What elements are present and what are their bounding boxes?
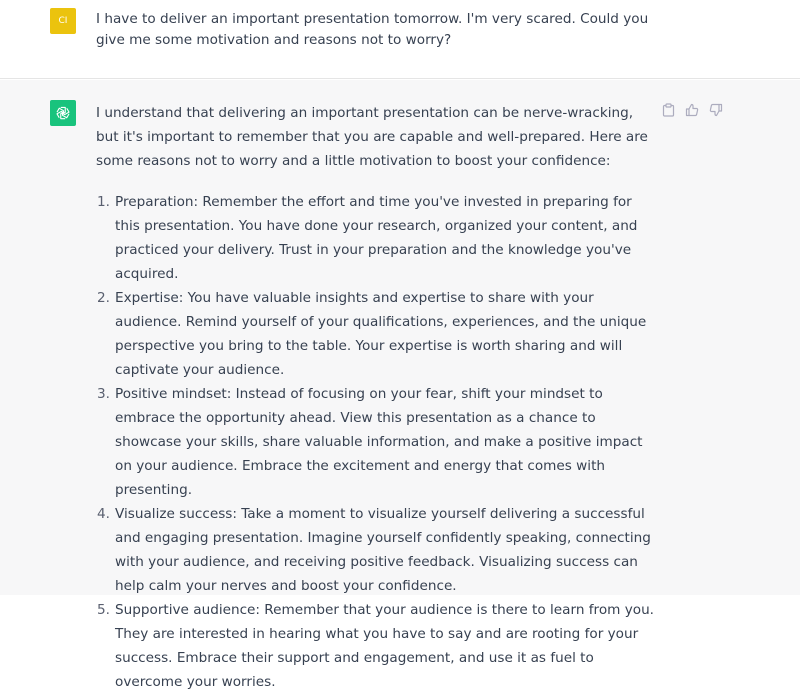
list-item [96,382,656,502]
list-item-text: Visualize success: Take a moment to visualize yourself delivering a successful and engaging presentation. Imagine yourself confidently speaking, connecting with your audience, and receiving positive feedback. Visualizing success can help calm your nerves and boost your confidence. [115,506,651,594]
list-item-text: Positive mindset: Instead of focusing on your fear, shift your mindset to embrace the opportunity ahead. View this presentation as a chance to showcase your skills, share valuable information, and make a positive impact on your audience. Embrace the excitement and energy that comes with presenting. [115,386,643,498]
thumbs-down-icon [709,103,723,117]
thumbs-up-icon [685,103,699,117]
assistant-avatar [50,100,76,126]
thumbs-up-button[interactable] [684,101,700,119]
list-item-number: 5. [97,602,110,618]
list-item-number: 4. [97,506,110,522]
list-item-number: 3. [97,386,110,402]
list-item-text: Supportive audience: Remember that your audience is there to learn from you. They are interested in hearing what you have to say and are rooting for your success. Embrace their support and engagement, and use it as fuel to overcome your worries. [115,602,655,690]
list-item-number: 1. [97,194,110,210]
assistant-intro: I understand that delivering an important presentation can be nerve-wracking, but it's important to remember that you are capable and well-prepared. Here are some reasons not to worry and a little motivation to boost your confidence: [96,105,648,169]
assistant-message-body [96,101,656,694]
assistant-message [0,80,800,690]
copy-button[interactable] [660,101,676,119]
list-item [96,286,656,382]
user-avatar [50,8,76,34]
list-item-number: 2. [97,290,110,306]
list-item-text: Preparation: Remember the effort and time you've invested in preparing for this presentation. You have done your research, organized your content, and practiced your delivery. Trust in your preparation and the knowledge you've acquired. [115,194,638,282]
points-list [96,190,656,694]
user-message-text: I have to deliver an important presentation tomorrow. I'm very scared. Could you give me some motivation and reasons not to worry? [96,11,649,48]
thumbs-down-button[interactable] [708,101,724,119]
list-item [96,190,656,286]
list-item [96,598,656,694]
message-actions [660,100,724,120]
copy-icon [662,103,675,117]
list-item-text: Expertise: You have valuable insights and expertise to share with your audience. Remind yourself of your qualifications, experiences, and the unique perspective you bring to the table. Your expertise is worth sharing and will captivate your audience. [115,290,647,378]
openai-logo-icon [54,104,72,122]
list-item [96,502,656,598]
user-message [0,0,800,79]
user-avatar-initials: CI [58,16,68,26]
